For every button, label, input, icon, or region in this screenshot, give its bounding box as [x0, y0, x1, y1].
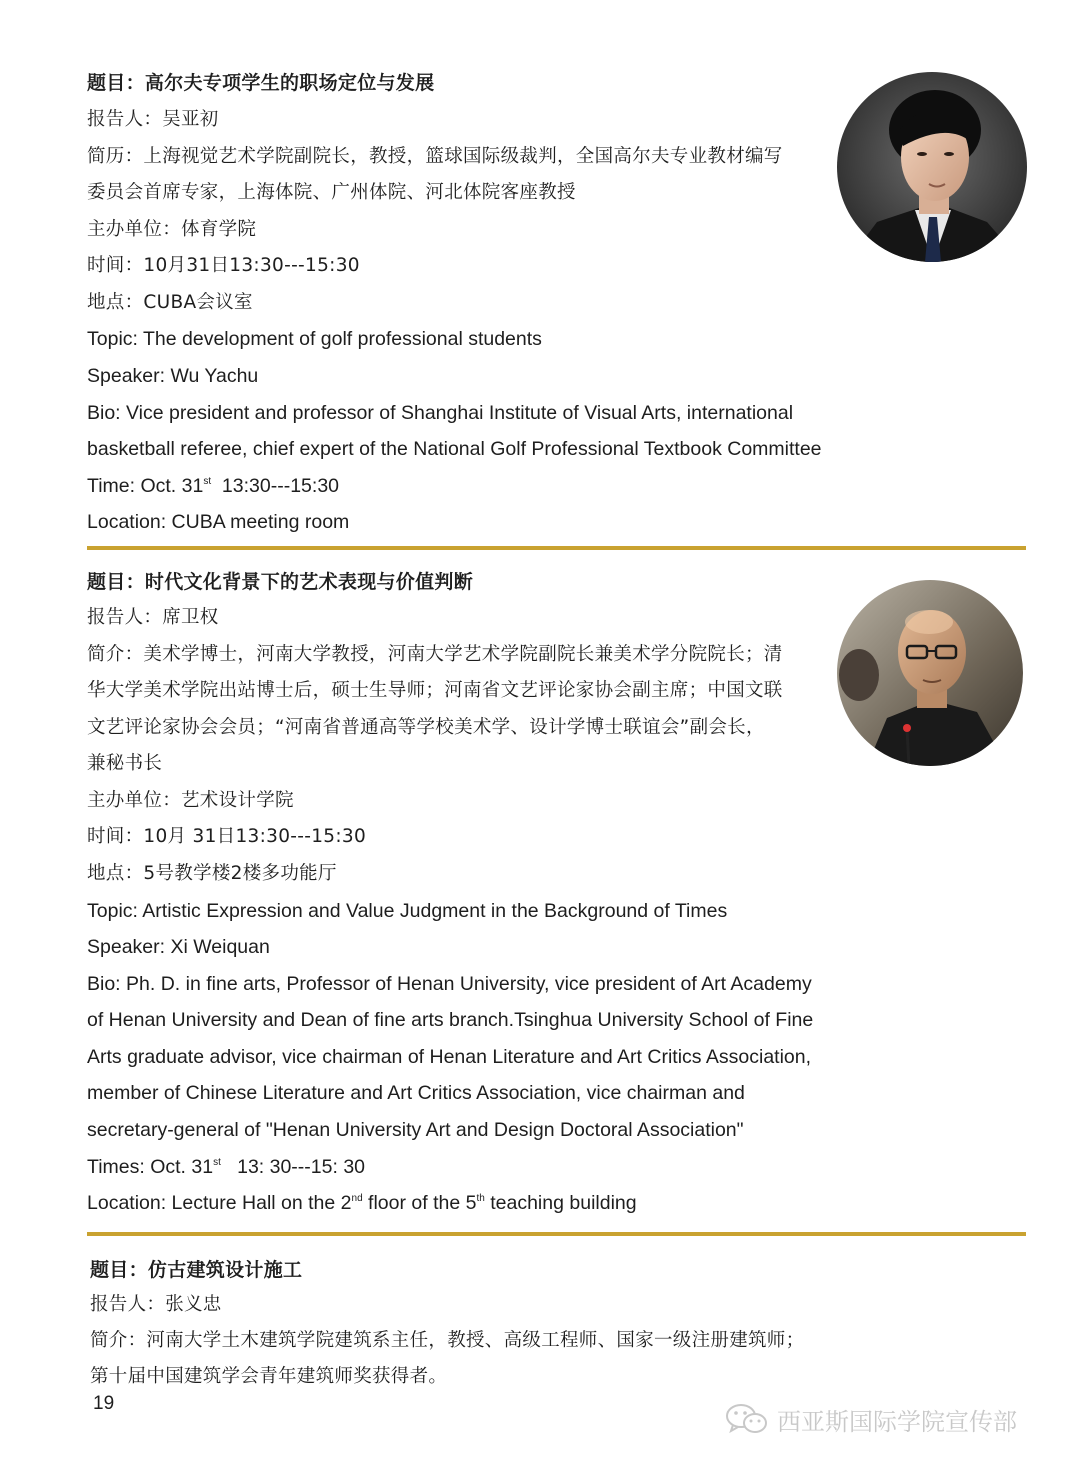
lecture-1-bio-line: 简历：上海视觉艺术学院副院长，教授，篮球国际级裁判，全国高尔夫专业教材编写	[87, 146, 783, 167]
section-divider	[87, 546, 1026, 550]
lecture-1-bio-line: 委员会首席专家，上海体院、广州体院、河北体院客座教授	[87, 182, 576, 203]
speaker-1-portrait	[837, 72, 1027, 262]
ordinal-suffix: st	[213, 1157, 221, 1168]
lecture-1-title: 题目：高尔夫专项学生的职场定位与发展	[87, 72, 435, 94]
lecture-2-speaker-en: Speaker: Xi Weiquan	[87, 936, 270, 958]
time-en-text: Times: Oct. 31	[87, 1156, 214, 1178]
lecture-2-topic-en: Topic: Artistic Expression and Value Judgment in the Background of Times	[87, 900, 728, 922]
lecture-1-bio-en-line: basketball referee, chief expert of the National Golf Professional Textbook Committee	[87, 438, 822, 460]
lecture-2-speaker: 报告人：席卫权	[87, 607, 219, 628]
lecture-2-bio-en-line: Bio: Ph. D. in fine arts, Professor of Henan University, vice president of Art Academy	[87, 973, 812, 995]
watermark-text: 西亚斯国际学院宣传部	[777, 1407, 1017, 1436]
time-en-text: 13: 30---15: 30	[220, 1156, 366, 1178]
lecture-2-bio-en-line: Arts graduate advisor, vice chairman of Henan Literature and Art Critics Association,	[87, 1046, 812, 1068]
lecture-2-bio-line: 简介：美术学博士，河南大学教授，河南大学艺术学院副院长兼美术学分院院长；清	[87, 644, 783, 665]
portrait-image	[837, 580, 1023, 766]
lecture-1-bio-en-line: Bio: Vice president and professor of Shanghai Institute of Visual Arts, international	[87, 402, 794, 424]
lecture-1-time: 时间：10月31日13:30---15:30	[87, 255, 360, 276]
lecture-1-time-en	[87, 474, 339, 498]
lecture-1-location: 地点：CUBA会议室	[87, 292, 253, 313]
time-en-text: 13:30---15:30	[211, 475, 340, 497]
lecture-2-bio-en-line: secretary-general of "Henan University Art and Design Doctoral Association"	[87, 1119, 744, 1141]
ordinal-suffix: th	[476, 1193, 485, 1204]
speaker-2-portrait	[837, 580, 1023, 766]
lecture-3-speaker: 报告人：张义忠	[90, 1294, 222, 1315]
lecture-3-bio-line: 第十届中国建筑学会青年建筑师奖获得者。	[90, 1366, 448, 1387]
lecture-2-bio-line: 兼秘书长	[87, 753, 163, 774]
lecture-1-location-en: Location: CUBA meeting room	[87, 511, 350, 533]
lecture-2-bio-en-line: member of Chinese Literature and Art Critics Association, vice chairman and	[87, 1082, 745, 1104]
lecture-2-time-en	[87, 1155, 365, 1179]
ordinal-suffix: nd	[351, 1193, 363, 1204]
section-divider	[87, 1232, 1026, 1236]
location-en-text: floor of the 5	[362, 1192, 477, 1214]
time-en-text: Time: Oct. 31	[87, 475, 204, 497]
lecture-2-time: 时间：10月 31日13:30---15:30	[87, 826, 367, 847]
portrait-image	[837, 72, 1027, 262]
watermark	[725, 1401, 1017, 1437]
lecture-1-speaker: 报告人：吴亚初	[87, 109, 219, 130]
lecture-1-topic-en: Topic: The development of golf professional students	[87, 328, 542, 350]
wechat-icon	[725, 1402, 769, 1436]
lecture-2-bio-line: 文艺评论家协会会员；“河南省普通高等学校美术学、设计学博士联谊会”副会长，	[87, 717, 765, 738]
location-en-text: Location: Lecture Hall on the 2	[87, 1192, 352, 1214]
lecture-2-title: 题目：时代文化背景下的艺术表现与价值判断	[87, 571, 474, 593]
page-number: 19	[93, 1393, 115, 1414]
lecture-3-bio-line: 简介：河南大学土木建筑学院建筑系主任，教授、高级工程师、国家一级注册建筑师；	[90, 1330, 805, 1351]
lecture-1-speaker-en: Speaker: Wu Yachu	[87, 365, 259, 387]
ordinal-suffix: st	[203, 476, 212, 487]
lecture-2-host: 主办单位：艺术设计学院	[87, 790, 294, 811]
lecture-2-location: 地点：5号教学楼2楼多功能厅	[87, 863, 337, 884]
lecture-2-bio-line: 华大学美术学院出站博士后，硕士生导师；河南省文艺评论家协会副主席；中国文联	[87, 680, 783, 701]
lecture-3-title: 题目：仿古建筑设计施工	[90, 1259, 303, 1281]
lecture-1-host: 主办单位：体育学院	[87, 219, 257, 240]
lecture-2-bio-en-line: of Henan University and Dean of fine arts branch.Tsinghua University School of Fine	[87, 1009, 814, 1031]
location-en-text: teaching building	[484, 1192, 637, 1214]
lecture-2-location-en	[87, 1191, 637, 1215]
